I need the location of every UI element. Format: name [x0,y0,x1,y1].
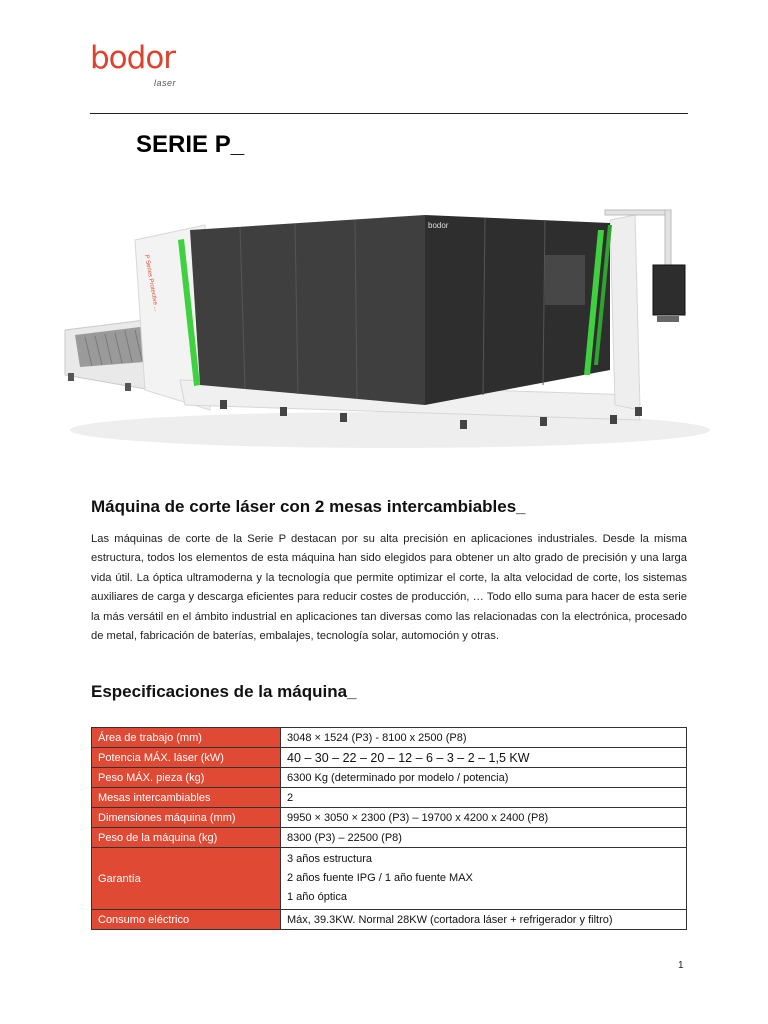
spec-value: 2 [281,788,687,808]
page-number: 1 [678,960,684,971]
spec-label: Garantía [92,848,281,910]
spec-value: 3048 × 1524 (P3) - 8100 x 2500 (P8) [281,728,687,748]
page-title: SERIE P_ [136,131,245,158]
machine-brand-mark: bodor [428,221,449,230]
table-row [92,910,687,930]
machine-side-label: P Series Protective ... [143,254,159,313]
spec-value: 40 – 30 – 22 – 20 – 12 – 6 – 3 – 2 – 1,5 KW [281,748,687,768]
spec-label: Área de trabajo (mm) [92,728,281,748]
table-row [92,728,687,748]
spec-label: Consumo eléctrico [92,910,281,930]
spec-label: Peso de la máquina (kg) [92,828,281,848]
logo-subtext: laser [154,78,177,88]
table-row [92,848,687,910]
logo-wordmark: bodor [90,40,176,76]
bodor-logo [90,40,190,92]
table-row [92,768,687,788]
description-paragraph: Las máquinas de corte de la Serie P destacan por su alta precisión en aplicaciones industriales. Desde la misma estructura, todos los elementos de esta máquina han sido elegidos para obtener un alto grado de precisión y una larga vida útil. La óptica ultramoderna y la tecnología que permite optimizar el corte, la alta velocidad de corte, los sistemas auxiliares de carga y descarga eficientes para reducir costes de producción, … Todo ello suma para hacer de esta serie la más versátil en el ámbito industrial en aplicaciones tan diversas como las relacionadas con la electrónica, procesado de metal, fabricación de baterías, embalajes, tecnología solar, automoción y otras. [91,533,687,643]
section-title-specs: Especificaciones de la máquina_ [91,682,357,701]
table-row [92,788,687,808]
spec-label: Dimensiones máquina (mm) [92,808,281,828]
table-row [92,748,687,768]
spec-label: Peso MÁX. pieza (kg) [92,768,281,788]
spec-label: Mesas intercambiables [92,788,281,808]
table-row [92,828,687,848]
spec-label: Potencia MÁX. láser (kW) [92,748,281,768]
warranty-line: 1 año óptica [287,891,347,903]
warranty-line: 2 años fuente IPG / 1 año fuente MAX [287,872,473,884]
spec-value: 9950 × 3050 × 2300 (P3) – 19700 x 4200 x 2400 (P8) [281,808,687,828]
header-divider [90,113,688,114]
section-title-description: Máquina de corte láser con 2 mesas intercambiables_ [91,497,526,516]
laser-machine-image [50,195,715,460]
warranty-line: 3 años estructura [287,853,372,865]
spec-value: 6300 Kg (determinado por modelo / potencia) [281,768,687,788]
spec-value-multiline [281,848,687,910]
spec-value: Máx, 39.3KW. Normal 28KW (cortadora láser + refrigerador y filtro) [281,910,687,930]
spec-value: 8300 (P3) – 22500 (P8) [281,828,687,848]
table-row [92,808,687,828]
specs-table [91,727,687,930]
